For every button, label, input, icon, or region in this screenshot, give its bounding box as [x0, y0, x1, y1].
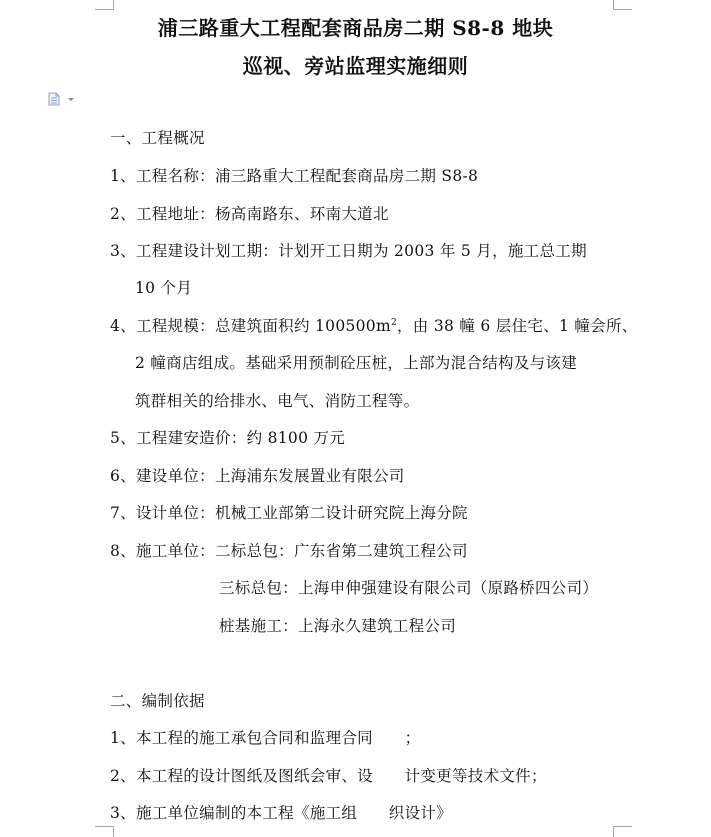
item-text: 本工程的设计图纸及图纸会审、设 计变更等技术文件； — [135, 767, 547, 785]
item-continuation: 2 幢商店组成。基础采用预制砼压桩，上部为混合结构及与该建 — [135, 354, 577, 372]
item-number: 2、 — [110, 767, 136, 785]
item-text: 工程地址：杨高南路东、环南大道北 — [135, 205, 389, 223]
item-text: 施工单位：二标总包：广东省第二建筑工程公司 — [135, 542, 468, 560]
item-text: 设计单位：机械工业部第二设计研究院上海分院 — [135, 504, 468, 522]
item-text: 施工单位编制的本工程《施工组 织设计》 — [135, 804, 452, 822]
item-number: 7、 — [110, 504, 136, 522]
item-text: 工程建设计划工期：计划开工日期为 2003 年 5 月，施工总工期 — [135, 242, 587, 260]
item-text: 建设单位：上海浦东发展置业有限公司 — [135, 467, 405, 485]
list-item — [110, 316, 638, 336]
list-item — [110, 541, 468, 561]
item-number: 6、 — [110, 467, 136, 485]
item-number: 2、 — [110, 205, 136, 223]
section-heading-overview: 一、工程概况 — [110, 129, 205, 147]
document-subtitle: 巡视、旁站监理实施细则 — [242, 54, 469, 78]
item-text: 工程建安造价：约 8100 万元 — [135, 429, 346, 447]
list-item — [110, 728, 420, 748]
page-corner-mark-bottom-right — [613, 826, 632, 837]
item-text: 本工程的施工承包合同和监理合同 ； — [135, 729, 421, 747]
list-item — [110, 503, 468, 523]
list-item — [110, 204, 389, 224]
item-number: 1、 — [110, 167, 136, 185]
item-continuation: 10 个月 — [135, 279, 193, 297]
item-text: 工程名称：浦三路重大工程配套商品房二期 S8-8 — [135, 167, 479, 185]
document-options-icon[interactable] — [47, 92, 77, 106]
section-heading-basis: 二、编制依据 — [110, 692, 205, 710]
item-text: ，由 38 幢 6 层住宅、1 幢会所、 — [397, 317, 638, 335]
item-number: 3、 — [110, 804, 136, 822]
item-number: 5、 — [110, 429, 136, 447]
item-number: 8、 — [110, 542, 136, 560]
list-item — [110, 766, 547, 786]
item-text: 工程规模：总建筑面积约 100500m — [135, 317, 391, 335]
page-corner-mark-top-right — [613, 0, 632, 10]
list-item — [110, 466, 405, 486]
item-number: 3、 — [110, 242, 136, 260]
item-number: 1、 — [110, 729, 136, 747]
item-continuation: 筑群相关的给排水、电气、消防工程等。 — [135, 392, 420, 410]
document-title: 浦三路重大工程配套商品房二期 S8-8 地块 — [157, 16, 554, 40]
list-item — [110, 166, 478, 186]
page-corner-mark-bottom-left — [95, 826, 114, 837]
list-item — [110, 428, 345, 448]
item-sub-line: 桩基施工：上海永久建筑工程公司 — [219, 617, 457, 635]
list-item — [110, 241, 587, 261]
item-number: 4、 — [110, 317, 136, 335]
list-item — [110, 803, 452, 823]
item-sub-line: 三标总包：上海申伸强建设有限公司（原路桥四公司） — [219, 579, 599, 597]
page-corner-mark-top-left — [95, 0, 114, 10]
superscript: 2 — [390, 317, 397, 328]
